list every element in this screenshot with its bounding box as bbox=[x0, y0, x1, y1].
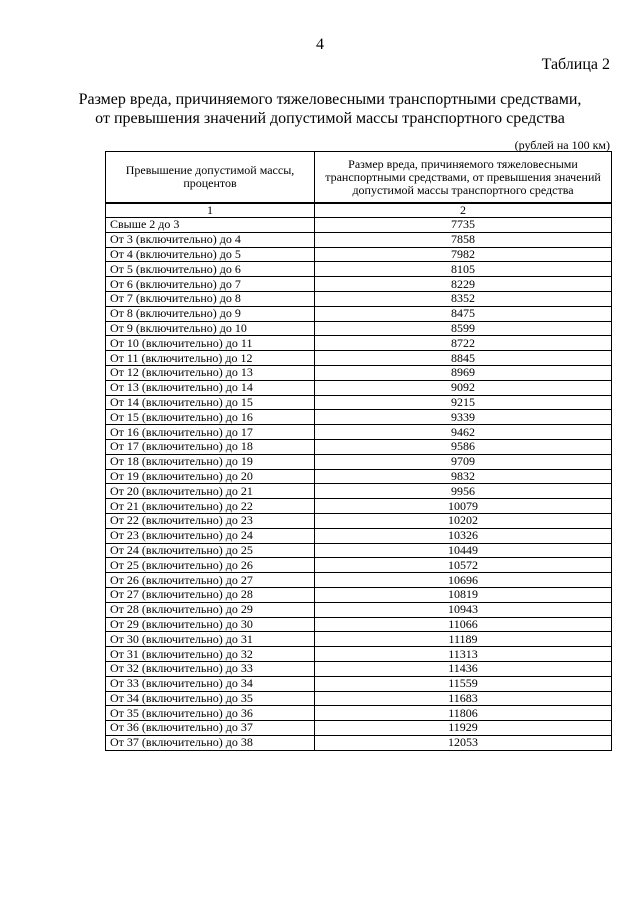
mass-excess-range: От 30 (включительно) до 31 bbox=[106, 632, 315, 647]
title-line-2: от превышения значений допустимой массы транспортного средства bbox=[95, 110, 565, 127]
table-row bbox=[106, 321, 612, 336]
table-row bbox=[106, 543, 612, 558]
table-row bbox=[106, 706, 612, 721]
table-label: Таблица 2 bbox=[541, 56, 610, 73]
table-row bbox=[106, 277, 612, 292]
damage-amount: 8845 bbox=[315, 351, 612, 366]
damage-amount: 11683 bbox=[315, 691, 612, 706]
mass-excess-range: От 32 (включительно) до 33 bbox=[106, 661, 315, 676]
mass-excess-range: От 17 (включительно) до 18 bbox=[106, 439, 315, 454]
table-row bbox=[106, 602, 612, 617]
mass-excess-range: От 34 (включительно) до 35 bbox=[106, 691, 315, 706]
damage-amount: 10449 bbox=[315, 543, 612, 558]
mass-excess-range: От 11 (включительно) до 12 bbox=[106, 351, 315, 366]
damage-amount: 9956 bbox=[315, 484, 612, 499]
damage-amount: 11189 bbox=[315, 632, 612, 647]
table-row bbox=[106, 262, 612, 277]
table-row bbox=[106, 454, 612, 469]
damage-amount: 11559 bbox=[315, 676, 612, 691]
table-row bbox=[106, 513, 612, 528]
damage-amount: 7858 bbox=[315, 232, 612, 247]
mass-excess-range: От 15 (включительно) до 16 bbox=[106, 410, 315, 425]
mass-excess-range: От 21 (включительно) до 22 bbox=[106, 499, 315, 514]
table-row bbox=[106, 351, 612, 366]
table-row bbox=[106, 232, 612, 247]
document-title bbox=[60, 90, 600, 128]
table-row bbox=[106, 499, 612, 514]
damage-amount: 7735 bbox=[315, 218, 612, 233]
damage-amount: 11313 bbox=[315, 647, 612, 662]
damage-amount: 10326 bbox=[315, 528, 612, 543]
mass-excess-range: От 4 (включительно) до 5 bbox=[106, 247, 315, 262]
damage-amount: 9462 bbox=[315, 425, 612, 440]
damage-amount: 7982 bbox=[315, 247, 612, 262]
damage-amount: 8599 bbox=[315, 321, 612, 336]
mass-excess-range: От 5 (включительно) до 6 bbox=[106, 262, 315, 277]
mass-excess-range: От 37 (включительно) до 38 bbox=[106, 735, 315, 750]
damage-amount: 8969 bbox=[315, 365, 612, 380]
table-row bbox=[106, 721, 612, 736]
table-row bbox=[106, 291, 612, 306]
damage-amount: 11929 bbox=[315, 721, 612, 736]
damage-amount: 8352 bbox=[315, 291, 612, 306]
table-row bbox=[106, 439, 612, 454]
mass-excess-range: От 19 (включительно) до 20 bbox=[106, 469, 315, 484]
table-row bbox=[106, 528, 612, 543]
damage-amount: 10202 bbox=[315, 513, 612, 528]
damage-amount: 12053 bbox=[315, 735, 612, 750]
table-row bbox=[106, 691, 612, 706]
damage-amount: 8722 bbox=[315, 336, 612, 351]
table-row bbox=[106, 558, 612, 573]
damage-table bbox=[105, 151, 612, 751]
mass-excess-range: От 24 (включительно) до 25 bbox=[106, 543, 315, 558]
mass-excess-range: От 22 (включительно) до 23 bbox=[106, 513, 315, 528]
table-row bbox=[106, 484, 612, 499]
mass-excess-range: От 7 (включительно) до 8 bbox=[106, 291, 315, 306]
damage-amount: 10943 bbox=[315, 602, 612, 617]
mass-excess-range: От 12 (включительно) до 13 bbox=[106, 365, 315, 380]
damage-amount: 9339 bbox=[315, 410, 612, 425]
damage-amount: 8105 bbox=[315, 262, 612, 277]
mass-excess-range: От 20 (включительно) до 21 bbox=[106, 484, 315, 499]
damage-amount: 11436 bbox=[315, 661, 612, 676]
mass-excess-range: От 29 (включительно) до 30 bbox=[106, 617, 315, 632]
units-note: (рублей на 100 км) bbox=[514, 138, 610, 152]
table-row bbox=[106, 676, 612, 691]
damage-amount: 9092 bbox=[315, 380, 612, 395]
title-line-1: Размер вреда, причиняемого тяжеловесными транспортными средствами, bbox=[78, 91, 582, 108]
mass-excess-range: Свыше 2 до 3 bbox=[106, 218, 315, 233]
table-row bbox=[106, 380, 612, 395]
mass-excess-range: От 10 (включительно) до 11 bbox=[106, 336, 315, 351]
mass-excess-range: От 16 (включительно) до 17 bbox=[106, 425, 315, 440]
damage-amount: 9832 bbox=[315, 469, 612, 484]
table-row bbox=[106, 306, 612, 321]
damage-amount: 10572 bbox=[315, 558, 612, 573]
table-row bbox=[106, 336, 612, 351]
column-number: 2 bbox=[315, 203, 612, 218]
table-row bbox=[106, 218, 612, 233]
mass-excess-range: От 18 (включительно) до 19 bbox=[106, 454, 315, 469]
damage-amount: 11066 bbox=[315, 617, 612, 632]
table-row bbox=[106, 425, 612, 440]
damage-amount: 10696 bbox=[315, 573, 612, 588]
mass-excess-range: От 27 (включительно) до 28 bbox=[106, 587, 315, 602]
mass-excess-range: От 31 (включительно) до 32 bbox=[106, 647, 315, 662]
damage-amount: 8475 bbox=[315, 306, 612, 321]
damage-amount: 9709 bbox=[315, 454, 612, 469]
table-row bbox=[106, 365, 612, 380]
damage-amount: 10819 bbox=[315, 587, 612, 602]
mass-excess-range: От 14 (включительно) до 15 bbox=[106, 395, 315, 410]
table-row bbox=[106, 647, 612, 662]
page-number: 4 bbox=[316, 36, 324, 53]
mass-excess-range: От 13 (включительно) до 14 bbox=[106, 380, 315, 395]
table-row bbox=[106, 573, 612, 588]
mass-excess-range: От 8 (включительно) до 9 bbox=[106, 306, 315, 321]
mass-excess-range: От 35 (включительно) до 36 bbox=[106, 706, 315, 721]
mass-excess-range: От 3 (включительно) до 4 bbox=[106, 232, 315, 247]
mass-excess-range: От 25 (включительно) до 26 bbox=[106, 558, 315, 573]
table-row bbox=[106, 632, 612, 647]
table-row bbox=[106, 247, 612, 262]
damage-amount: 11806 bbox=[315, 706, 612, 721]
table-row bbox=[106, 617, 612, 632]
table-row bbox=[106, 587, 612, 602]
mass-excess-range: От 26 (включительно) до 27 bbox=[106, 573, 315, 588]
mass-excess-range: От 9 (включительно) до 10 bbox=[106, 321, 315, 336]
table-body bbox=[106, 218, 612, 751]
table-row bbox=[106, 735, 612, 750]
mass-excess-range: От 23 (включительно) до 24 bbox=[106, 528, 315, 543]
damage-amount: 8229 bbox=[315, 277, 612, 292]
table-row bbox=[106, 661, 612, 676]
header-damage-amount: Размер вреда, причиняемого тяжеловесными транспортными средствами, от превышения значений допустимой массы транспортного средства bbox=[315, 152, 612, 204]
mass-excess-range: От 6 (включительно) до 7 bbox=[106, 277, 315, 292]
mass-excess-range: От 28 (включительно) до 29 bbox=[106, 602, 315, 617]
column-number: 1 bbox=[106, 203, 315, 218]
damage-amount: 10079 bbox=[315, 499, 612, 514]
mass-excess-range: От 33 (включительно) до 34 bbox=[106, 676, 315, 691]
table-row bbox=[106, 410, 612, 425]
table-row bbox=[106, 395, 612, 410]
table-row bbox=[106, 469, 612, 484]
column-number-row bbox=[106, 203, 612, 218]
header-mass-excess: Превышение допустимой массы, процентов bbox=[106, 152, 315, 204]
damage-amount: 9215 bbox=[315, 395, 612, 410]
mass-excess-range: От 36 (включительно) до 37 bbox=[106, 721, 315, 736]
damage-amount: 9586 bbox=[315, 439, 612, 454]
table-header-row bbox=[106, 152, 612, 204]
